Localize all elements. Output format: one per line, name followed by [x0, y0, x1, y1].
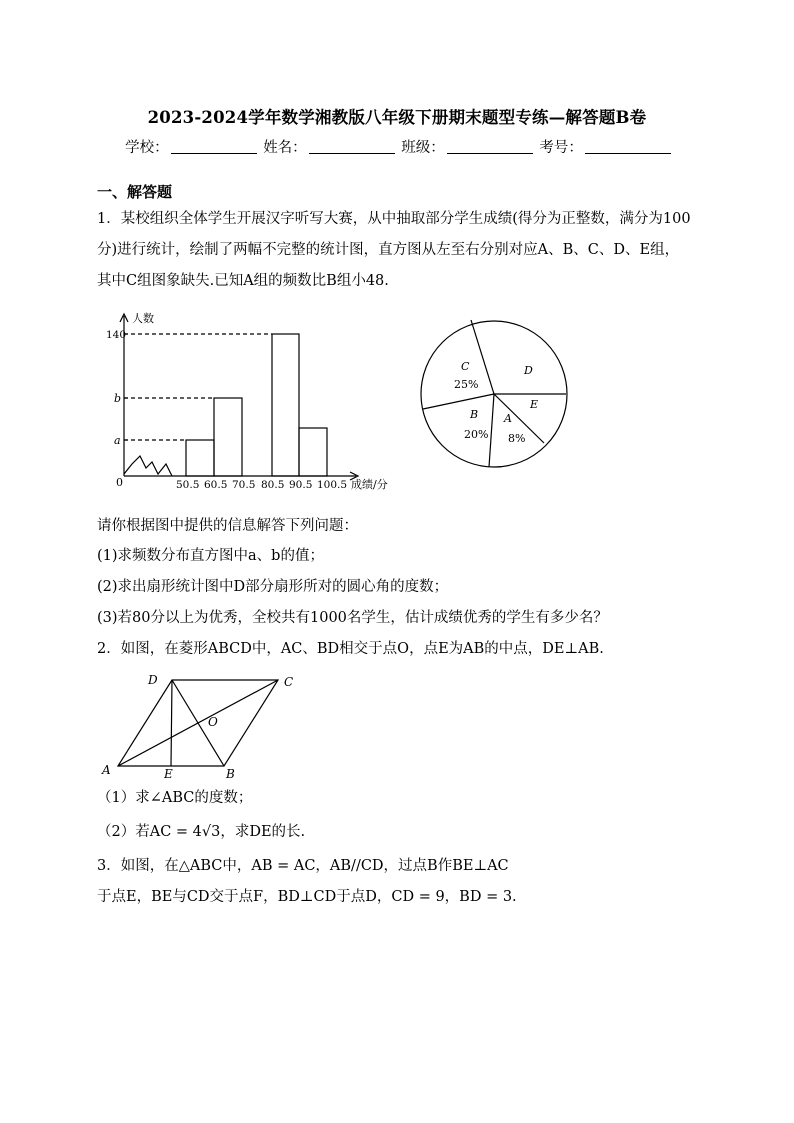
exam-no-label: 考号： — [539, 140, 583, 156]
school-blank[interactable] — [171, 139, 257, 154]
class-blank[interactable] — [447, 139, 533, 154]
y-tick-140: 140 — [106, 329, 127, 341]
pie-pct-a: 8% — [508, 432, 526, 445]
x-tick-70-5: 70.5 — [232, 479, 256, 491]
bar-a — [186, 440, 214, 476]
x-tick-60-5: 60.5 — [204, 479, 228, 491]
question-2-sub-2: （2）若AC = 4√3，求DE的长. — [97, 824, 306, 840]
point-o-label: O — [208, 715, 218, 729]
y-axis-label: 人数 — [132, 312, 154, 325]
exam-no-blank[interactable] — [585, 139, 671, 154]
y-tick-a: a — [114, 434, 121, 447]
point-d-label: D — [148, 673, 158, 687]
section-heading: 一、解答题 — [97, 183, 173, 201]
question-1-prompt: 请你根据图中提供的信息解答下列问题： — [97, 518, 358, 534]
question-1-sub-3: (3)若80分以上为优秀，全校共有1000名学生，估计成绩优秀的学生有多少名？ — [97, 610, 608, 626]
student-info-row — [0, 136, 794, 157]
histogram-figure — [106, 308, 410, 498]
question-3-line-2: 于点E，BE与CD交于点F，BD⊥CD于点D，CD = 9，BD = 3. — [97, 889, 517, 905]
origin-label: 0 — [116, 476, 123, 489]
pie-label-b: B — [470, 408, 479, 421]
name-blank[interactable] — [309, 139, 395, 154]
x-tick-90-5: 90.5 — [289, 479, 313, 491]
pie-label-d: D — [524, 364, 533, 377]
pie-label-e: E — [530, 398, 539, 411]
class-label: 班级： — [401, 140, 445, 156]
page-title: 2023-2024学年数学湘教版八年级下册期末题型专练—解答题B卷 — [147, 108, 647, 127]
bar-b — [214, 398, 242, 476]
pie-pct-c: 25% — [454, 378, 479, 391]
pie-figure — [414, 314, 574, 474]
point-e-label: E — [164, 767, 173, 781]
bar-e — [299, 428, 327, 476]
rhombus-figure — [98, 670, 308, 782]
point-b-label: B — [226, 767, 235, 781]
x-tick-50-5: 50.5 — [176, 479, 200, 491]
x-axis-label: 成绩/分 — [351, 478, 388, 491]
question-1-sub-1: (1)求频数分布直方图中a、b的值； — [97, 548, 324, 564]
question-1-text: 1．某校组织全体学生开展汉字听写大赛，从中抽取部分学生成绩(得分为正整数，满分为100分)进行统计，绘制了两幅不完整的统计图，直方图从左至右分别对应A、B、C、D、E组，其中C组图象缺失.已知A组的频数比B组小48. — [97, 211, 691, 289]
y-tick-b: b — [114, 392, 122, 405]
pie-label-c: C — [461, 360, 470, 373]
x-tick-100-5: 100.5 — [317, 479, 348, 491]
point-a-label: A — [102, 763, 111, 777]
question-2-text: 2．如图，在菱形ABCD中，AC、BD相交于点O，点E为AB的中点，DE⊥AB. — [97, 641, 604, 657]
bar-d — [272, 334, 299, 476]
school-label: 学校： — [125, 140, 169, 156]
question-3-line-1: 3．如图，在△ABC中，AB = AC，AB//CD，过点B作BE⊥AC — [97, 858, 509, 874]
point-c-label: C — [284, 675, 294, 689]
pie-label-a: A — [504, 412, 512, 425]
x-tick-80-5: 80.5 — [261, 479, 285, 491]
question-2-sub-1: （1）求∠ABC的度数； — [97, 790, 253, 806]
question-1-sub-2: (2)求出扇形统计图中D部分扇形所对的圆心角的度数； — [97, 579, 449, 595]
name-label: 姓名： — [263, 140, 307, 156]
pie-pct-b: 20% — [464, 428, 489, 441]
